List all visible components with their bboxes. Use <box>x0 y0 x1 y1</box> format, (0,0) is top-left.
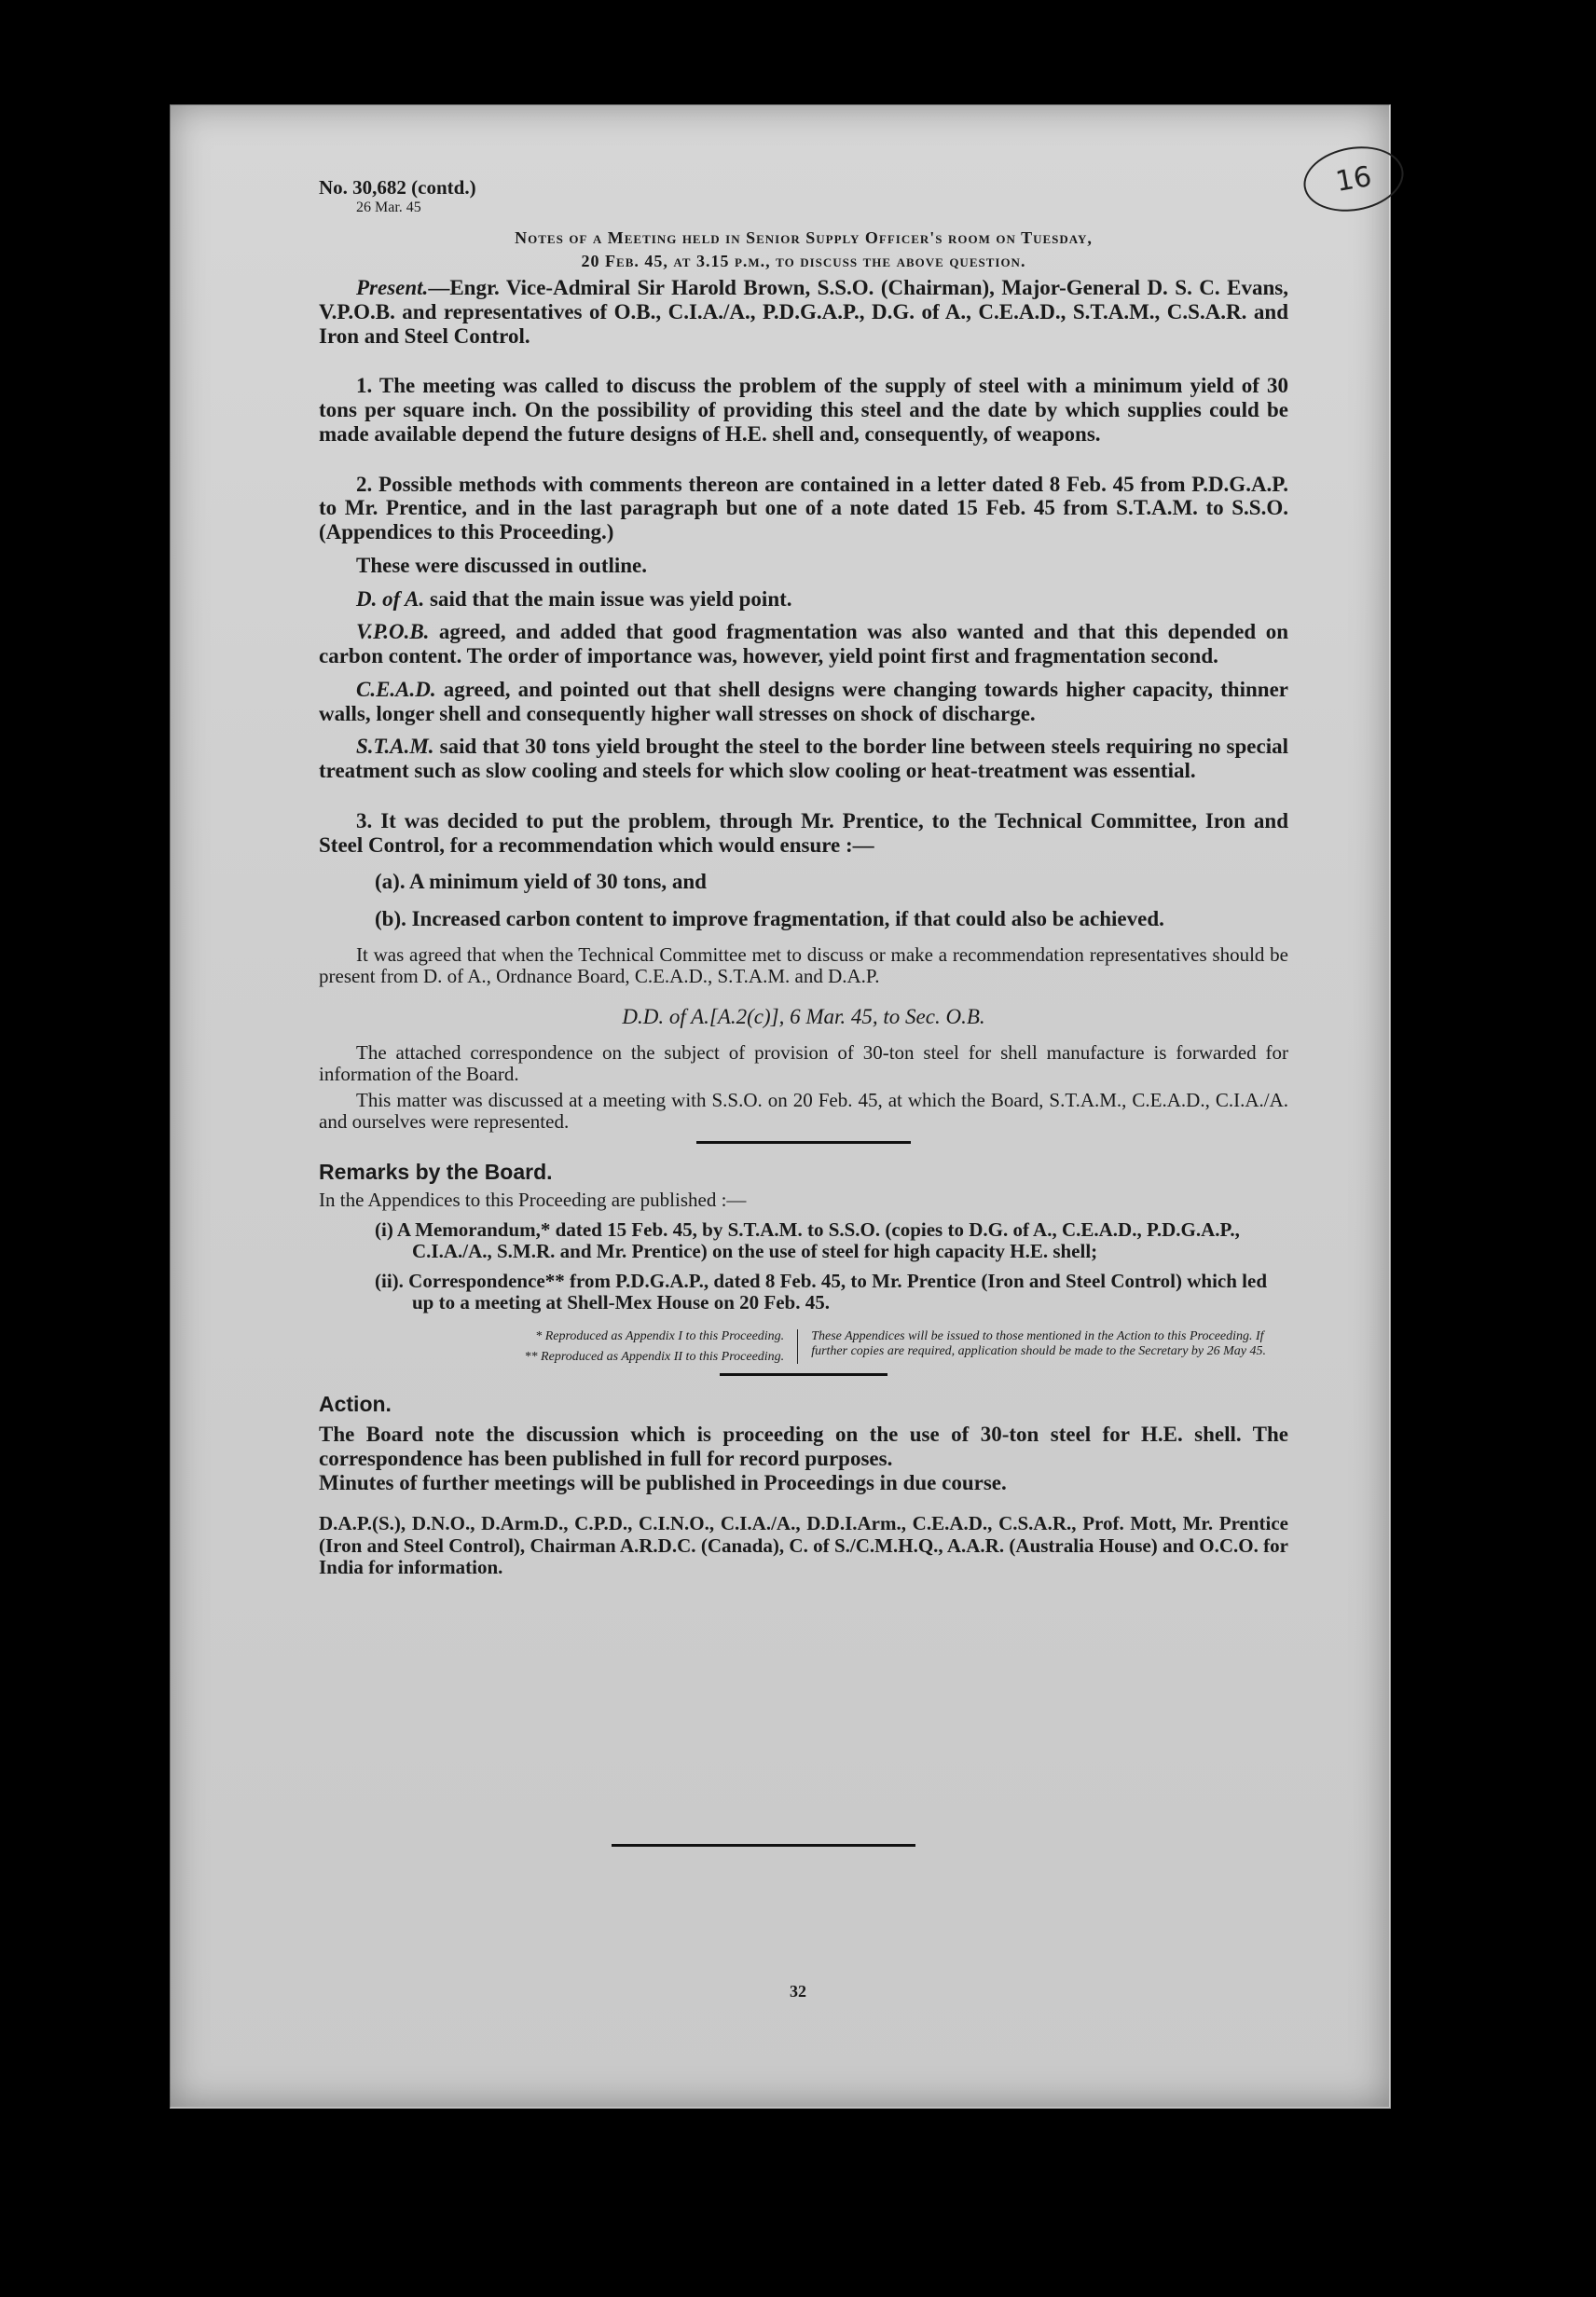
present-text: —Engr. Vice-Admiral Sir Harold Brown, S.S.O. (Chairman), Major-General D. S. C. Evans, V.P.O.B. and representatives of O.B., C.I.A./A., P.D.G.A.P., D.G. of A., C.E.A.D., S.T.A.M., C.S.A.R. and Iron and Steel Control. <box>319 276 1288 348</box>
paragraph-3: 3. It was decided to put the problem, through Mr. Prentice, to the Technical Committee, Iron and Steel Control, for a recommendation which would ensure :— <box>319 808 1288 857</box>
footnote-1: * Reproduced as Appendix I to this Proceeding. <box>535 1328 785 1343</box>
footnote-appendices: These Appendices will be issued to those mentioned in the Action to this Proceeding. If further copies are required, application should be made to the Secretary by 26 May 45. <box>811 1328 1267 1358</box>
dd-reference: D.D. of A.[A.2(c)], 6 Mar. 45, to Sec. O.B. <box>622 1004 985 1028</box>
present-label: Present. <box>356 276 429 300</box>
page-number: 32 <box>790 1982 806 2001</box>
statement-cead-text: agreed, and pointed out that shell designs were changing towards higher capacity, thinner walls, longer shell and consequently higher wall stresses on shock of discharge. <box>319 677 1288 725</box>
appendix-i: (i) A Memorandum,* dated 15 Feb. 45, by S.T.A.M. to S.S.O. (copies to D.G. of A., C.E.A.D., P.D.G.A.P., C.I.A./A., S.M.R. and Mr. Prentice) on the use of steel for high capacity H.E. shell; <box>375 1217 1240 1263</box>
footnotes-left <box>319 1329 798 1364</box>
item-a: (a). A minimum yield of 30 tons, and <box>375 870 707 894</box>
document-date: 26 Mar. 45 <box>356 199 421 215</box>
statement-vpob <box>319 620 1288 668</box>
document-body <box>319 177 1288 1579</box>
title-line-2: 20 Feb. 45, at 3.15 p.m., to discuss the above question. <box>581 251 1026 270</box>
speaker-stam: S.T.A.M. <box>356 735 434 759</box>
dd-text-1: The attached correspondence on the subject of provision of 30-ton steel for shell manufacture is forwarded for information of the Board. <box>319 1040 1288 1086</box>
action-text-1: The Board note the discussion which is proceeding on the use of 30-ton steel for H.E. shell. The correspondence has been published in full for record purposes. <box>319 1423 1288 1470</box>
item-b: (b). Increased carbon content to improve fragmentation, if that could also be achieved. <box>375 907 1164 931</box>
footnote-divider <box>720 1373 887 1376</box>
remarks-intro: In the Appendices to this Proceeding are published :— <box>319 1189 747 1212</box>
remarks-heading: Remarks by the Board. <box>319 1159 553 1184</box>
page-stamp: 16 <box>1299 139 1409 219</box>
section-divider <box>696 1141 911 1144</box>
document-number: No. 30,682 (contd.) <box>319 176 476 199</box>
appendix-ii: (ii). Correspondence** from P.D.G.A.P., dated 8 Feb. 45, to Mr. Prentice (Iron and Steel Control) which led up to a meeting at Shell-Mex House on 20 Feb. 45. <box>375 1269 1268 1314</box>
statement-vpob-text: agreed, and added that good fragmentation was also wanted and that this depended on carbon content. The order of importance was, however, yield point first and fragmentation second. <box>319 620 1288 668</box>
speaker-da: D. of A. <box>356 586 425 611</box>
title-line-1: Notes of a Meeting held in Senior Supply Officer's room on Tuesday, <box>515 228 1093 248</box>
present-paragraph <box>319 276 1288 348</box>
statement-da <box>319 587 1288 612</box>
paragraph-1: 1. The meeting was called to discuss the problem of the supply of steel with a minimum yield of 30 tons per square inch. On the possibility of providing this steel and the date by which supplies could be made available depend the future designs of H.E. shell and, consequently, of weapons. <box>319 374 1288 446</box>
statement-da-text: said that the main issue was yield point. <box>424 586 792 611</box>
paragraph-3b: It was agreed that when the Technical Committee met to discuss or make a recommendation representatives should be present from D. of A., Ordnance Board, C.E.A.D., S.T.A.M. and D.A.P. <box>319 942 1288 988</box>
action-text-2: Minutes of further meetings will be published in Proceedings in due course. <box>319 1470 1007 1494</box>
paragraph-2: 2. Possible methods with comments thereon are contained in a letter dated 8 Feb. 45 from P.D.G.A.P. to Mr. Prentice, and in the last paragraph but one of a note dated 15 Feb. 45 from S.T.A.M. to S.S.O. (Appendices to this Proceeding.) <box>319 472 1288 544</box>
statement-stam-text: said that 30 tons yield brought the steel to the border line between steels requiring no special treatment such as slow cooling and steels for which slow cooling or heat-treatment was essential. <box>319 735 1288 783</box>
dd-text-2: This matter was discussed at a meeting with S.S.O. on 20 Feb. 45, at which the Board, S.T.A.M., C.E.A.D., C.I.A./A. and ourselves were represented. <box>319 1088 1288 1134</box>
paragraph-2b: These were discussed in outline. <box>356 553 648 577</box>
meeting-title <box>319 227 1288 272</box>
end-rule <box>612 1844 915 1847</box>
speaker-vpob: V.P.O.B. <box>356 620 430 644</box>
statement-cead <box>319 678 1288 726</box>
footnote-2: ** Reproduced as Appendix II to this Proceeding. <box>524 1349 785 1364</box>
speaker-cead: C.E.A.D. <box>356 677 436 701</box>
footnotes <box>319 1329 1288 1364</box>
action-heading: Action. <box>319 1392 392 1417</box>
statement-stam <box>319 735 1288 783</box>
distribution-list: D.A.P.(S.), D.N.O., D.Arm.D., C.P.D., C.I.N.O., C.I.A./A., D.D.I.Arm., C.E.A.D., C.S.A.R., Prof. Mott, Mr. Prentice (Iron and Steel Control), Chairman A.R.D.C. (Canada), C. of S./C.M.H.Q., A.A.R. (Australia House) and O.C.O. for India for information. <box>319 1512 1288 1579</box>
